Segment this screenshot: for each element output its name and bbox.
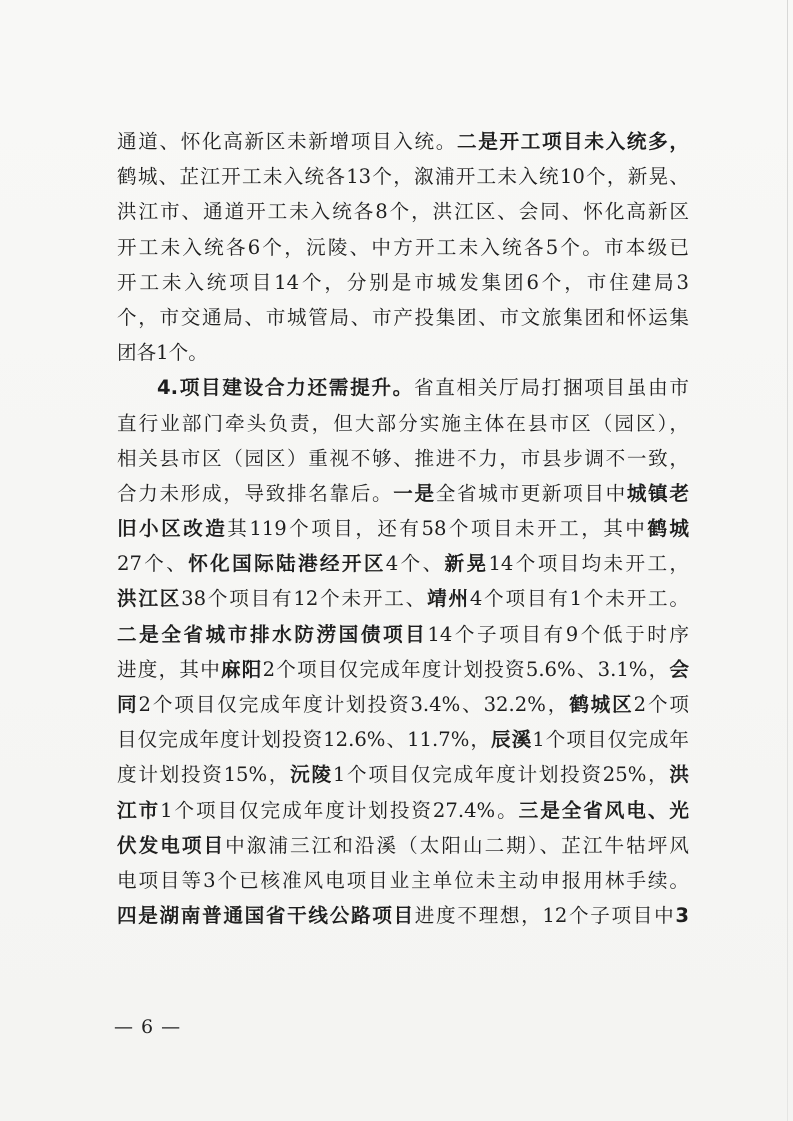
bold-segment: 伏发电项目 [117,833,226,857]
text-line: 团各1个。 [117,341,208,365]
bold-segment: 怀化国际陆港经开区 [188,552,386,576]
text-line [117,511,689,546]
bold-segment: 沅陵 [290,763,333,787]
bold-segment: 3 [675,904,689,928]
text-line: 开工未入统项目14个，分别是市城发集团6个，市住建局3 [117,270,689,294]
text-segment: 1个项目仅完成年度计划投资25%， [332,763,670,787]
text-segment: 4个、 [385,552,445,576]
bold-segment: 江市 [117,798,161,822]
scan-edge-line [787,0,788,1121]
text-line: 洪江市、通道开工未入统各8个，洪江区、会同、怀化高新区 [117,200,689,224]
text-line [117,722,689,757]
bold-segment: 三是全省风电、光 [518,798,689,822]
text-segment: 2个项目仅完成年度计划投资3.4%、32.2%， [138,693,570,716]
text-segment: 进度，其中 [117,657,221,681]
text-line: 个，市交通局、市城管局、市产投集团、市文旅集团和怀运集 [117,305,689,329]
bold-segment: 会 [669,657,689,681]
text-line: 直行业部门牵头负责，但大部分实施主体在县市区（园区）， [117,411,689,435]
bold-segment: 辰溪 [490,728,533,752]
text-line [117,581,689,616]
bold-segment: 一是 [393,481,436,505]
text-segment: 1个项目仅完成年 [532,728,689,752]
text-line [117,124,689,159]
text-segment: 2个项目仅完成年度计划投资5.6%、3.1%， [262,657,670,681]
text-segment: 2个项 [633,693,689,716]
bold-segment: 麻阳 [221,657,263,681]
text-line [117,687,689,722]
bold-segment: 二是全省城市排水防涝国债项目 [117,622,428,646]
text-line [117,793,689,828]
bold-segment: 新晃 [444,552,489,576]
text-line [117,828,689,863]
bold-segment: 靖州 [427,587,470,611]
bold-segment: 旧小区改造 [117,517,228,541]
text-segment: 目仅完成年度计划投资12.6%、11.7%， [117,728,491,752]
text-segment: 中溆浦三江和沿溪（太阳山二期）、芷江牛牯坪风 [225,833,689,857]
bold-segment: 同 [117,693,139,716]
text-segment: 1个项目仅完成年度计划投资27.4%。 [160,798,519,822]
bold-heading-segment: 二是开工项目未入统多， [456,130,689,153]
text-segment: 27个、 [117,552,189,576]
text-line [117,617,689,652]
text-line: 开工未入统各6个，沅陵、中方开工未入统各5个。市本级已 [117,235,689,259]
text-segment: 14个项目均未开工， [488,552,689,576]
bold-segment: 洪江区 [117,587,182,611]
text-segment: 通道、怀化高新区未新增项目入统。 [117,130,457,153]
text-line [117,546,689,581]
text-line [117,476,689,511]
text-line: 相关县市区（园区）重视不够、推进不力，市县步调不一致， [117,446,689,470]
text-segment: 全省城市更新项目中 [435,481,627,505]
text-segment: 省直相关厅局打捆项目虽由市 [413,376,689,400]
text-line [117,898,689,933]
bold-segment: 鹤城区 [569,693,634,716]
bold-segment: 城镇老 [626,481,689,505]
section-heading: 4.项目建设合力还需提升。 [157,376,414,400]
text-segment: 4个项目有1个未开工。 [469,587,689,611]
page-number: — 6 — [114,1016,182,1038]
text-line [117,652,689,687]
text-segment: 14个子项目有9个低于时序 [427,622,689,646]
bold-segment: 洪 [669,763,689,787]
text-line [117,757,689,792]
bold-segment: 鹤城 [647,517,689,541]
text-segment: 度计划投资15%， [117,763,291,787]
text-line: 电项目等3个已核准风电项目业主单位未主动申报用林手续。 [117,868,689,892]
bold-segment: 四是湖南普通国省干线公路项目 [117,904,415,928]
text-line [117,370,689,405]
text-segment: 38个项目有12个未开工、 [181,587,428,611]
text-line: 鹤城、芷江开工未入统各13个，溆浦开工未入统10个，新晃、 [117,165,689,189]
text-segment: 进度不理想，12个子项目中 [414,904,676,928]
text-segment: 其119个项目，还有58个项目未开工，其中 [227,517,648,541]
text-segment: 合力未形成，导致排名靠后。 [117,481,394,505]
document-body [117,124,689,933]
